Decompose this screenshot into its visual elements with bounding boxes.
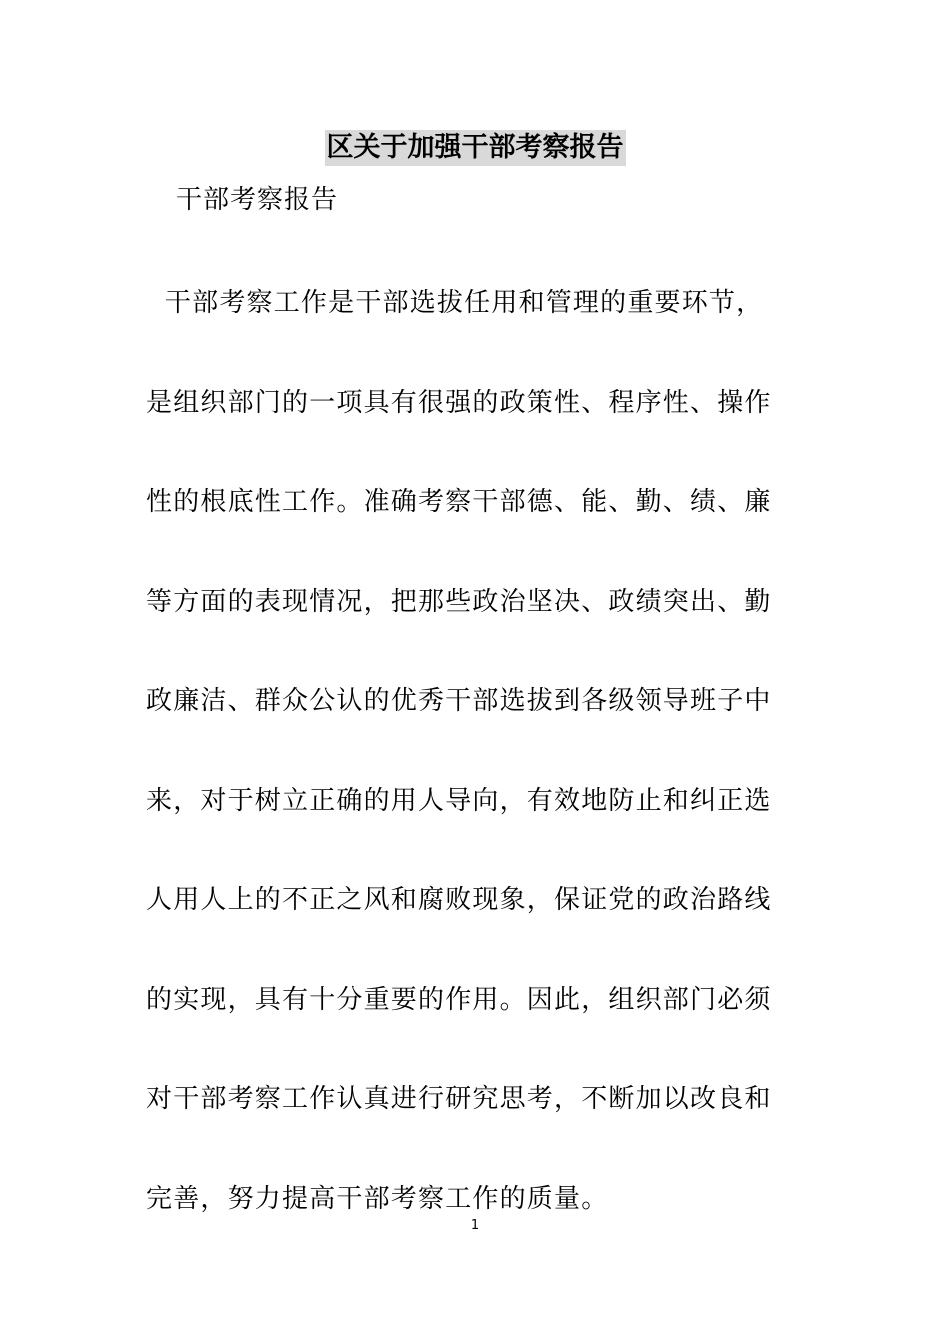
- paragraph-line: 人用人上的不正之风和腐败现象，保证党的政治路线: [146, 885, 772, 915]
- paragraph-line: 是组织部门的一项具有很强的政策性、程序性、操作: [146, 387, 772, 418]
- paragraph-line: 完善，努力提高干部考察工作的质量。: [146, 1183, 609, 1214]
- paragraph-line: 政廉洁、群众公认的优秀干部选拔到各级领导班子中: [146, 686, 772, 716]
- paragraph-line: 性的根底性工作。准确考察干部德、能、勤、绩、廉: [146, 487, 772, 517]
- paragraph-line: 对干部考察工作认真进行研究思考，不断加以改良和: [146, 1084, 772, 1114]
- paragraph-line: 等方面的表现情况，把那些政治坚决、政绩突出、勤: [146, 586, 772, 617]
- page-number: 1: [470, 1218, 480, 1233]
- document-title: 区关于加强干部考察报告: [325, 130, 626, 166]
- paragraph-line: 的实现，具有十分重要的作用。因此，组织部门必须: [146, 984, 772, 1015]
- title-container: [0, 130, 950, 166]
- document-subtitle: 干部考察报告: [176, 185, 339, 215]
- body-paragraph: [146, 254, 810, 1249]
- paragraph-line: 来，对于树立正确的用人导向，有效地防止和纠正选: [146, 785, 772, 816]
- paragraph-line: 干部考察工作是干部选拔任用和管理的重要环节，: [146, 288, 764, 318]
